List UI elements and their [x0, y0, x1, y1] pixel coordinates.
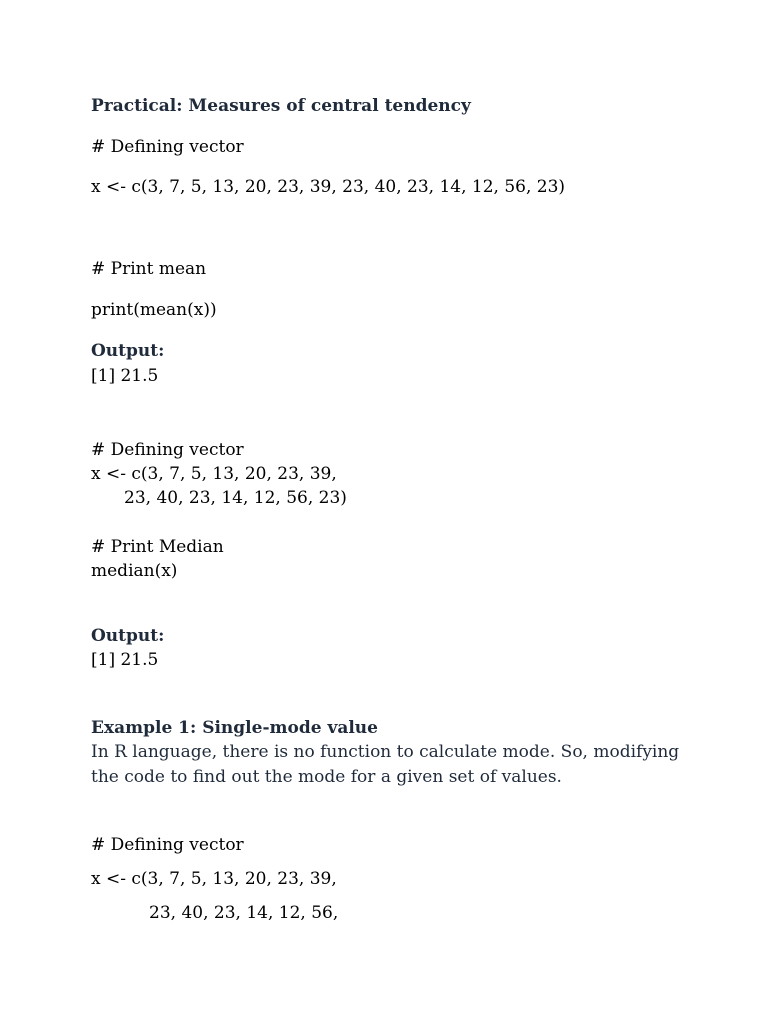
output-label-mean: Output: — [91, 341, 165, 361]
code-vector-line-3: x <- c(3, 7, 5, 13, 20, 23, 39, — [91, 869, 337, 889]
example-text-line-1: In R language, there is no function to calculate mode. So, modifying — [91, 742, 680, 762]
output-value-mean: [1] 21.5 — [91, 366, 159, 386]
example-heading: Example 1: Single-mode value — [91, 718, 378, 738]
output-value-median: [1] 21.5 — [91, 650, 159, 670]
code-comment-defining-vector-2: # Defining vector — [91, 440, 244, 460]
code-median: median(x) — [91, 561, 178, 581]
code-comment-print-mean: # Print mean — [91, 259, 207, 279]
page-title: Practical: Measures of central tendency — [91, 96, 471, 116]
code-vector-line-1: x <- c(3, 7, 5, 13, 20, 23, 39, — [91, 464, 337, 484]
code-print-mean: print(mean(x)) — [91, 300, 217, 320]
code-comment-defining-vector-3: # Defining vector — [91, 835, 244, 855]
code-vector-line-4: 23, 40, 23, 14, 12, 56, — [149, 903, 339, 923]
code-comment-defining-vector: # Defining vector — [91, 137, 244, 157]
code-comment-print-median: # Print Median — [91, 537, 224, 557]
example-text-line-2: the code to find out the mode for a given set of values. — [91, 767, 562, 787]
output-label-median: Output: — [91, 626, 165, 646]
code-vector-definition: x <- c(3, 7, 5, 13, 20, 23, 39, 23, 40, 23, 14, 12, 56, 23) — [91, 177, 566, 197]
code-vector-line-2: 23, 40, 23, 14, 12, 56, 23) — [124, 488, 347, 508]
